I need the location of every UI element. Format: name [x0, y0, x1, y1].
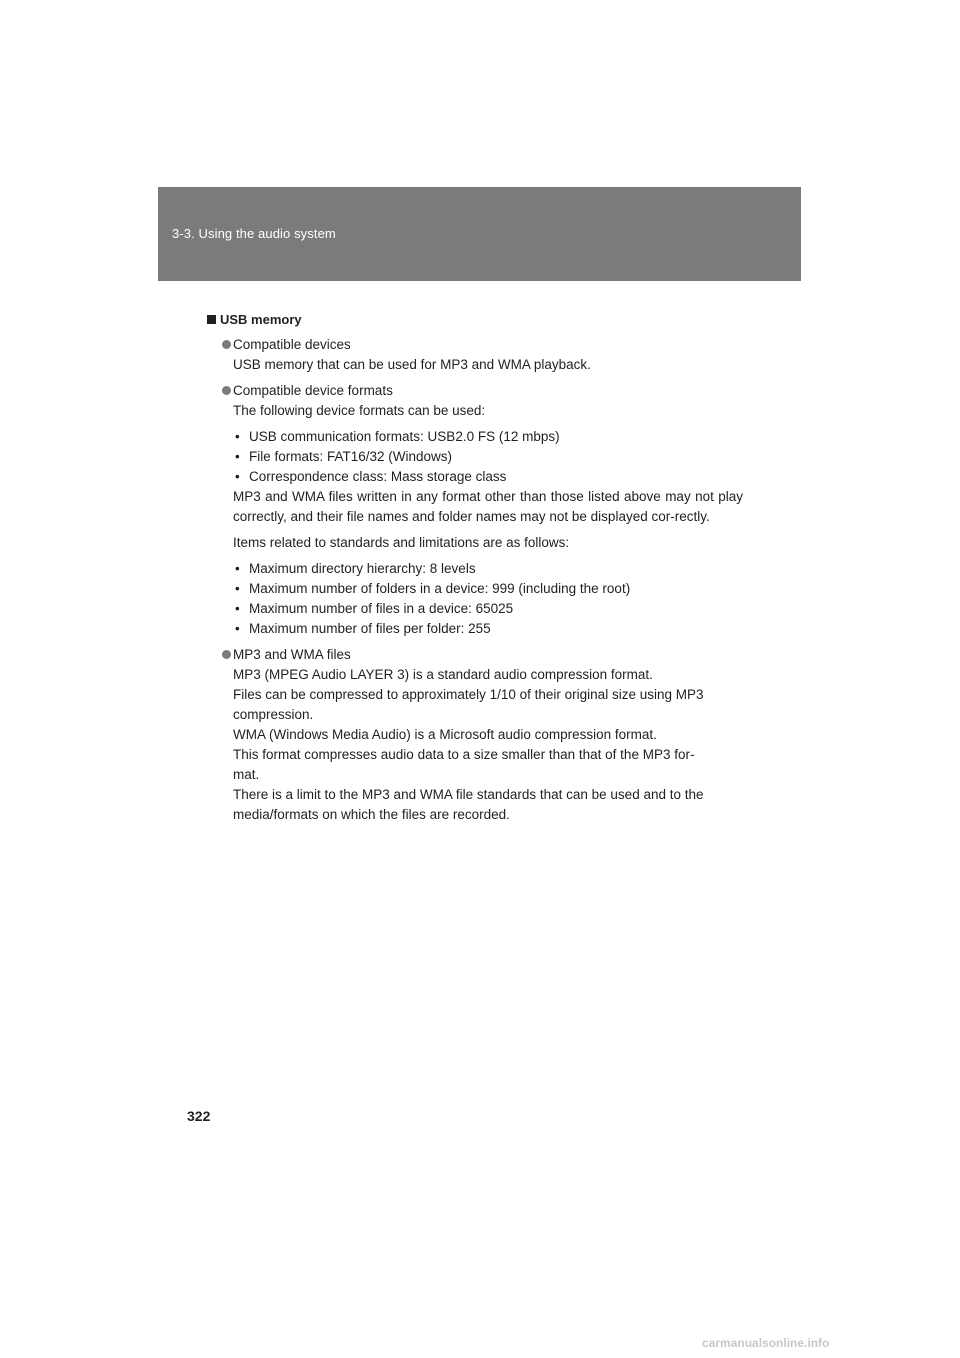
- item-text: USB memory that can be used for MP3 and WMA playback.: [233, 357, 591, 372]
- item-text: There is a limit to the MP3 and WMA file standards that can be used and to the: [233, 787, 704, 802]
- section-heading: [207, 309, 747, 329]
- bullet-item: • Maximum number of files in a device: 65025: [233, 599, 747, 619]
- item-heading: Compatible device formats: [233, 383, 393, 398]
- item-heading: Compatible devices: [233, 337, 351, 352]
- item-text: media/formats on which the files are recorded.: [233, 807, 510, 822]
- item-text: This format compresses audio data to a size smaller than that of the MP3 for-: [233, 747, 695, 762]
- page-number: 322: [187, 1108, 211, 1124]
- bullet-item: • Maximum number of folders in a device: 999 (including the root): [233, 579, 747, 599]
- bullet-item: • Maximum number of files per folder: 255: [233, 619, 747, 639]
- section-heading-text: USB memory: [220, 311, 302, 327]
- item-text: Files can be compressed to approximately 1/10 of their original size using MP3: [233, 687, 704, 702]
- item-text: WMA (Windows Media Audio) is a Microsoft audio compression format.: [233, 727, 657, 742]
- item-intro: The following device formats can be used:: [233, 403, 486, 418]
- list-item-compatible-formats: [207, 381, 747, 639]
- watermark-text: carmanualsonline.info: [702, 1336, 830, 1350]
- bullet-item: • USB communication formats: USB2.0 FS (12 mbps): [233, 427, 747, 447]
- bullet-item: • Correspondence class: Mass storage class: [233, 467, 747, 487]
- list-item-compatible-devices: [207, 335, 747, 375]
- format-note: MP3 and WMA files written in any format other than those listed above may not play correctly, and their file names and folder names may not be displayed cor-rectly.: [233, 489, 743, 524]
- circle-bullet-icon: [222, 386, 231, 395]
- list-item-mp3-wma-files: [207, 645, 747, 825]
- circle-bullet-icon: [222, 650, 231, 659]
- section-header-band: [158, 187, 801, 281]
- bullet-item: • Maximum directory hierarchy: 8 levels: [233, 559, 747, 579]
- item-text: compression.: [233, 707, 314, 722]
- item-text: MP3 (MPEG Audio LAYER 3) is a standard audio compression format.: [233, 667, 653, 682]
- limits-intro: Items related to standards and limitations are as follows:: [233, 535, 570, 550]
- format-bullet-list: [233, 427, 747, 487]
- square-bullet-icon: [207, 315, 216, 324]
- bullet-item: • File formats: FAT16/32 (Windows): [233, 447, 747, 467]
- item-text: mat.: [233, 767, 260, 782]
- limits-bullet-list: [233, 559, 747, 639]
- section-title: 3-3. Using the audio system: [172, 226, 336, 241]
- circle-bullet-icon: [222, 340, 231, 349]
- item-heading: MP3 and WMA files: [233, 647, 351, 662]
- page-content: [207, 309, 747, 825]
